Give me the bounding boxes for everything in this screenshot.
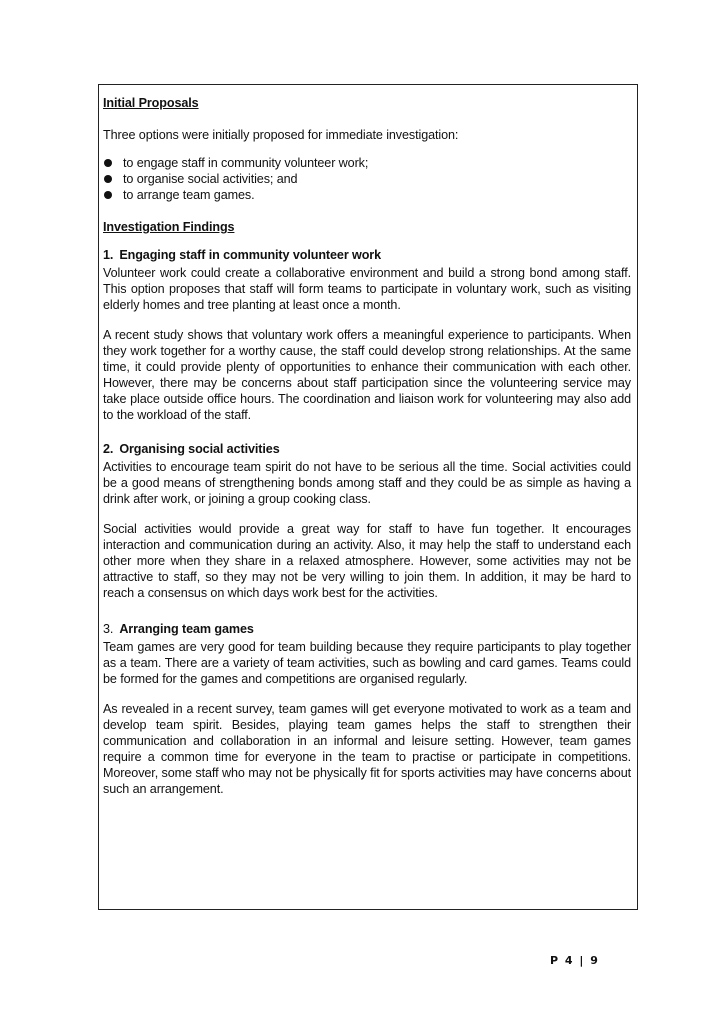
section-title-text: Engaging staff in community volunteer work (119, 248, 382, 262)
list-item (103, 171, 631, 187)
bullet-icon (104, 191, 112, 199)
section-3-title (103, 621, 631, 637)
bullet-icon (104, 175, 112, 183)
section-title-text: Arranging team games (119, 622, 254, 636)
section-2-title (103, 441, 631, 457)
proposal-list (103, 155, 631, 203)
proposal-text: to arrange team games. (123, 188, 255, 202)
bullet-icon (104, 159, 112, 167)
section-number: 1. (103, 248, 114, 262)
initial-proposals-heading: Initial Proposals (103, 96, 199, 110)
section-2-paragraph-2: Social activities would provide a great way for staff to have fun together. It encourages interaction and communication during an activity. Also, it may help the staff to understand each other more when they share in a relaxed atmosphere. However, some activities may not be attractive to staff, so they may not be very willing to join them. In addition, it may be hard to reach a consensus on which days work best for the activities. (103, 522, 631, 600)
proposal-text: to organise social activities; and (123, 172, 298, 186)
list-item (103, 155, 631, 171)
section-1-paragraph-2: A recent study shows that voluntary work offers a meaningful experience to participants. When they work together for a worthy cause, the staff could develop strong relationships. At the same time, it could provide plenty of opportunities to enhance their communication with each other. However, there may be concerns about staff participation since the volunteering service may take place outside office hours. The coordination and liaison work for volunteering may also add to the workload of the staff. (103, 328, 631, 422)
proposal-text: to engage staff in community volunteer work; (123, 156, 369, 170)
section-number: 3. (103, 622, 114, 636)
investigation-findings-heading: Investigation Findings (103, 220, 235, 234)
section-3-paragraph-1: Team games are very good for team building because they require participants to play together as a team. There are a variety of team activities, such as bowling and card games. Teams could be formed for the games and competitions are organised regularly. (103, 640, 631, 686)
document-frame (98, 84, 638, 910)
section-3-paragraph-2: As revealed in a recent survey, team games will get everyone motivated to work as a team and develop team spirit. Besides, playing team games helps the staff to strengthen their communication and collaboration in an informal and leisure setting. However, team games require a common time for everyone in the team to practise or participate in competitions. Moreover, some staff who may not be physically fit for sports activities may have concerns about such an arrangement. (103, 702, 631, 796)
page-number: P 4 | 9 (550, 954, 600, 967)
section-1-paragraph-1: Volunteer work could create a collaborative environment and build a strong bond among staff. This option proposes that staff will form teams to participate in voluntary work, such as visiting elderly homes and tree planting at least once a month. (103, 266, 631, 312)
section-1-title (103, 247, 631, 263)
initial-proposals-intro: Three options were initially proposed for immediate investigation: (103, 128, 459, 142)
list-item (103, 187, 631, 203)
section-title-text: Organising social activities (119, 442, 280, 456)
section-2-paragraph-1: Activities to encourage team spirit do not have to be serious all the time. Social activities could be a good means of strengthening bonds among staff and they could be as simple as having a drink after work, or joining a group cooking class. (103, 460, 631, 506)
section-number: 2. (103, 442, 114, 456)
